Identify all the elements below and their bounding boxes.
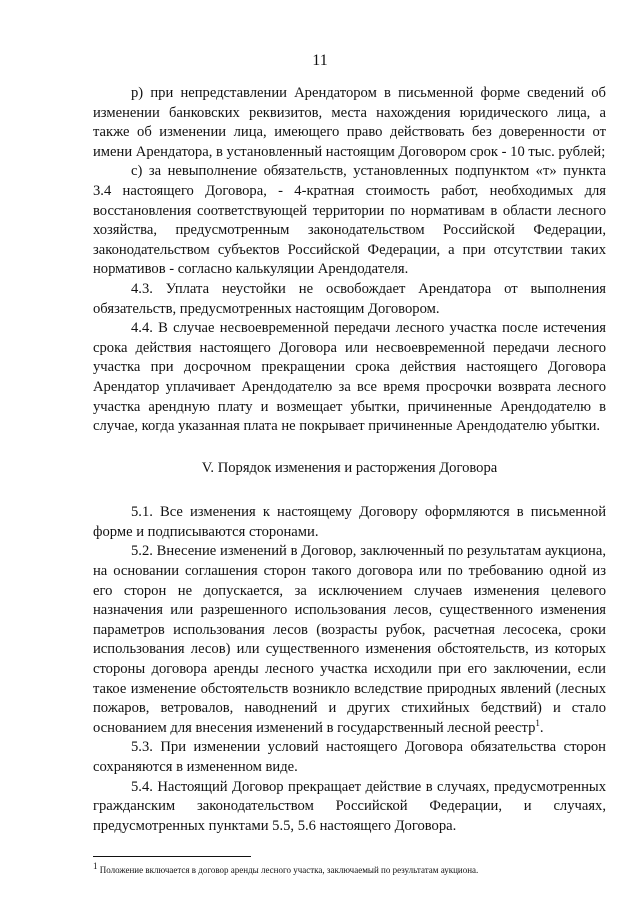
paragraph-5-1: 5.1. Все изменения к настоящему Договору оформляются в письменной форме и подписываются сторонами. — [93, 504, 606, 540]
paragraph-4-3: 4.3. Уплата неустойки не освобождает Арендатора от выполнения обязательств, предусмотренных настоящим Договором. — [93, 280, 606, 317]
footnote-text: Положение включается в договор аренды лесного участка, заключаемый по результатам аукциона. — [97, 865, 479, 875]
page-number: 11 — [312, 52, 328, 69]
paragraph-r: р) при непредставлении Арендатором в письменной форме сведений об изменении банковских реквизитов, места нахождения юридического лица, а также об изменении лица, имеющего право действовать без доверенности от имени Арендатора, в установленный настоящим Договором срок - 10 тыс. рублей; — [93, 85, 606, 160]
footnote-mark: 1 — [93, 861, 98, 871]
paragraph-5-2 — [93, 542, 606, 738]
paragraph-4-4: 4.4. В случае несвоевременной передачи лесного участка после истечения срока действия настоящего Договора или несвоевременной передачи лесного участка при досрочном прекращении срока действия настоящего Договора Арендатор уплачивает Арендодателю за все время просрочки возврата лесного участка арендную плату и возмещает убытки, причиненные Арендодателю в случае, когда указанная плата не покрывает причиненные Арендодателю убытки. — [93, 320, 606, 435]
section-heading: V. Порядок изменения и расторжения Договора — [201, 459, 498, 476]
paragraph-5-4: 5.4. Настоящий Договор прекращает действие в случаях, предусмотренных гражданским законодательством Российской Федерации, и случаях, предусмотренных пунктами 5.5, 5.6 настоящего Договора. — [93, 778, 606, 834]
paragraph-5-2-end: . — [539, 719, 544, 736]
paragraph-s: с) за невыполнение обязательств, установленных подпунктом «т» пункта 3.4 настоящего Договора, - 4-кратная стоимость работ, необходимых для восстановления соответствующей территории по нормативам в области лесного хозяйства, предусмотренным законодательством Российской Федерации, законодательством субъектов Российской Федерации, а при отсутствии таких нормативов - согласно калькуляции Арендодателя. — [93, 163, 606, 278]
footnote — [93, 861, 613, 876]
document-body — [93, 84, 606, 836]
paragraph-5-3: 5.3. При изменении условий настоящего Договора обязательства сторон сохраняются в измененном виде. — [93, 739, 606, 775]
footnote-separator — [93, 856, 251, 857]
footnote-reference[interactable]: 1 — [535, 717, 540, 728]
paragraph-5-2-text: 5.2. Внесение изменений в Договор, заключенный по результатам аукциона, на основании соглашения сторон такого договора или по требованию одной из его сторон не допускается, за исключением случаев изменения целевого назначения или разрешенного использования лесов, существенного изменения параметров использования лесов (возрасты рубок, расчетная лесосека, сроки использования лесов) или существенного изменения обстоятельств, из которых стороны договора аренды лесного участка исходили при его заключении, если такое изменение обстоятельств возникло вследствие природных явлений (лесных пожаров, ветровалов, наводнений и других стихийных бедствий) и стало основанием для внесения изменений в государственный лесной реестр — [93, 543, 606, 736]
